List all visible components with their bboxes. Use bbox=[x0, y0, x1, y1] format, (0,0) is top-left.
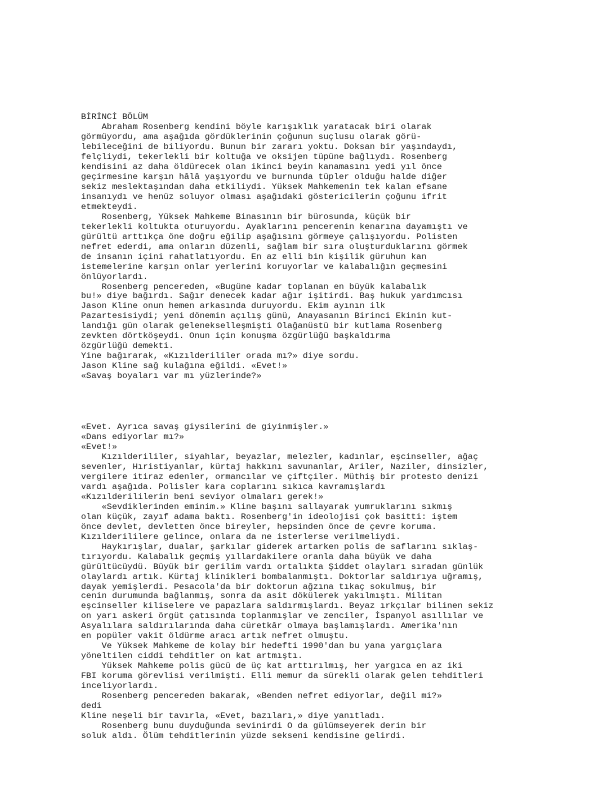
text-line: sekiz meslektaşından daha etkiliydi. Yüksek Mahkemenin tek kalan efsane bbox=[81, 181, 448, 192]
text-block-2 bbox=[81, 423, 541, 742]
text-line: olaylardı artık. Kürtaj klinikleri bombalanmıştı. Doktorlar saldırıya uğramış, bbox=[81, 571, 484, 582]
text-line: «Evet. Ayrıca savaş giysilerini de giyinmişler.» bbox=[81, 422, 329, 432]
text-line: Rosenberg pencereden bakarak, «Benden nefret ediyorlar, değil mi?» bbox=[81, 691, 442, 702]
text-line: tekerlekli koltukta oturuyordu. Ayaklarını pencerenin kenarına dayamıştı ve bbox=[81, 221, 468, 232]
text-line: gürültü arttıkça öne doğru eğilip aşağısını görmeye çalışıyordu. Polisten bbox=[81, 231, 458, 242]
text-line: lebileceğini de biliyordu. Bunun bir zararı yoktu. Doksan bir yaşındaydı, bbox=[81, 141, 458, 152]
text-line: vergilere itiraz edenler, ormancılar ve çiftçiler. Müthiş bir protesto denizi bbox=[81, 471, 479, 482]
text-line: Jason Kline sağ kulağına eğildi. «Evet!» bbox=[81, 361, 288, 372]
text-line: felçliydi, tekerlekli bir koltuğa ve oksijen tüpüne bağlıydı. Rosenberg bbox=[81, 151, 448, 162]
text-line: nefret ederdi, ama onların düzenli, sağlam bir sıra oluşturduklarını görmek bbox=[81, 241, 468, 252]
text-line: önce devlet, devletten önce bireyler, hepsinden önce de çevre koruma. bbox=[81, 521, 437, 532]
text-line: özgürlüğü demekti. bbox=[81, 341, 174, 352]
text-line: Haykırışlar, dualar, şarkılar giderek artarken polis de saflarını sıklaş- bbox=[81, 541, 479, 552]
text-line: Pazartesisiydi; yeni dönemin açılış günü, Anayasanın Birinci Ekinin kut- bbox=[81, 311, 453, 322]
text-line: insanıydı ve henüz soluyor olması aşağıdaki göstericilerin çoğunu ifrit bbox=[81, 191, 448, 202]
text-line: tırıyordu. Kalabalık geçmiş yıllardakilere oranla daha büyük ve daha bbox=[81, 551, 432, 562]
text-line: Kızılderililere gelince, onlara da ne isterlerse verilmeliydi. bbox=[81, 531, 401, 542]
text-line: Ve Yüksek Mahkeme de kolay bir hedefti 1990'dan bu yana yargıçlara bbox=[81, 641, 442, 652]
text-line: sevenler, Hıristiyanlar, kürtaj hakkını savunanlar, Ariler, Naziler, dinsizler, bbox=[81, 461, 489, 472]
text-line: «Kızılderililerin beni seviyor olmaları gerek!» bbox=[81, 491, 324, 502]
text-line: inceliyorlardı. bbox=[81, 681, 159, 692]
text-line: Kline neşeli bir tavırla, «Evet, bazıları,» diye yanıtladı. bbox=[81, 711, 386, 722]
text-line: önlüyorlardı. bbox=[81, 271, 149, 282]
text-line: Abraham Rosenberg kendini böyle karışıklık yaratacak biri olarak bbox=[81, 122, 432, 132]
text-line: Yine bağırarak, «Kızılderililer orada mı?» diye sordu. bbox=[81, 351, 360, 362]
text-line: de insanın içini rahatlatıyordu. En az elli bin kişilik güruhun kan bbox=[81, 251, 427, 262]
text-line: soluk aldı. Ölüm tehditlerinin yüzde sekseni kendisine gelirdi. bbox=[81, 731, 406, 742]
text-line: yöneltilen ciddi tehditler on kat artmıştı. bbox=[81, 651, 303, 662]
text-line: bu!» diye bağırdı. Sağır denecek kadar ağır işitirdi. Baş hukuk yardımcısı bbox=[81, 291, 463, 302]
text-line: geçirmesine karşın hâlâ yaşıyordu ve burnunda tüpler olduğu halde diğer bbox=[81, 171, 448, 182]
text-line: istemelerine karşın onlar yerlerini koruyorlar ve kalabalığın geçmesini bbox=[81, 261, 448, 272]
text-line: dayak yemişlerdi. Pesacola'da bir doktorun ağzına tıkaç sokulmuş, bir bbox=[81, 581, 437, 592]
text-line: Asyalılara saldırılarında daha cüretkâr olmaya başlamışlardı. Amerika'nın bbox=[81, 621, 458, 632]
text-line: görmüyordu, ama aşağıda gördüklerinin çoğunun suçlusu olarak görü- bbox=[81, 131, 422, 142]
text-line: etmekteydi. bbox=[81, 201, 138, 212]
text-line: vardı aşağıda. Polisler kara coplarını sıkıca kavramışlardı bbox=[81, 481, 386, 492]
text-line: Rosenberg pencereden, «Bugüne kadar toplanan en büyük kalabalık bbox=[81, 281, 427, 292]
text-line: Kızılderililer, siyahlar, beyazlar, melezler, kadınlar, eşcinseller, ağaç bbox=[81, 451, 479, 462]
text-line: on yarı askeri örgüt çatısında toplanmışlar ve zenciler, İspanyol asıllılar ve bbox=[81, 611, 484, 622]
text-line: en popüler vakit öldürme aracı artık nefret olmuştu. bbox=[81, 631, 350, 642]
text-line: Yüksek Mahkeme polis gücü de üç kat arttırılmış, her yargıca en az iki bbox=[81, 661, 463, 672]
text-line: «Dans ediyorlar mı?» bbox=[81, 431, 185, 442]
text-line: Rosenberg, Yüksek Mahkeme Binasının bir bürosunda, küçük bir bbox=[81, 211, 412, 222]
text-line: Jason Kline onun hemen arkasında duruyordu. Ekim ayının ilk bbox=[81, 301, 386, 312]
text-line: «Evet!» bbox=[81, 441, 118, 452]
text-line: landığı gün olarak gelenekselleşmişti Olağanüstü bir kutlama Rosenberg bbox=[81, 321, 442, 332]
text-block-1 bbox=[81, 123, 541, 382]
text-line: FBI koruma görevlisi verilmişti. Elli memur da sürekli olarak gelen tehditleri bbox=[81, 671, 484, 682]
text-line: «Sevdiklerinden eminim.» Kline başını sallayarak yumruklarını sıkmış bbox=[81, 501, 453, 512]
text-line: dedi bbox=[81, 701, 102, 712]
text-line: Rosenberg bunu duyduğunda sevinirdi O da gülümseyerek derin bir bbox=[81, 721, 427, 732]
text-line: cenin durumunda bağlanmış, sonra da asit dökülerek yakılmıştı. Militan bbox=[81, 591, 442, 602]
text-line: olan küçük, zayıf adama baktı. Rosenberg'in ideolojisi çok basitti: iştem bbox=[81, 511, 458, 522]
text-line: eşcinseller kiliselere ve papazlara saldırmışlardı. Beyaz ırkçılar bilinen sekiz bbox=[81, 601, 494, 612]
chapter-heading: BİRİNCİ BÖLÜM bbox=[81, 112, 149, 122]
text-line: zevkten dörtköşeydi. Onun için konuşma özgürlüğü başkaldırma bbox=[81, 331, 391, 342]
text-line: «Savaş boyaları var mı yüzlerinde?» bbox=[81, 371, 262, 382]
text-line: kendisini az daha öldürecek olan ikinci beyin kanamasını yedi yıl önce bbox=[81, 161, 442, 172]
text-line: gürültücüydü. Büyük bir gerilim vardı ortalıkta Şiddet olayları sıradan günlük bbox=[81, 561, 484, 572]
